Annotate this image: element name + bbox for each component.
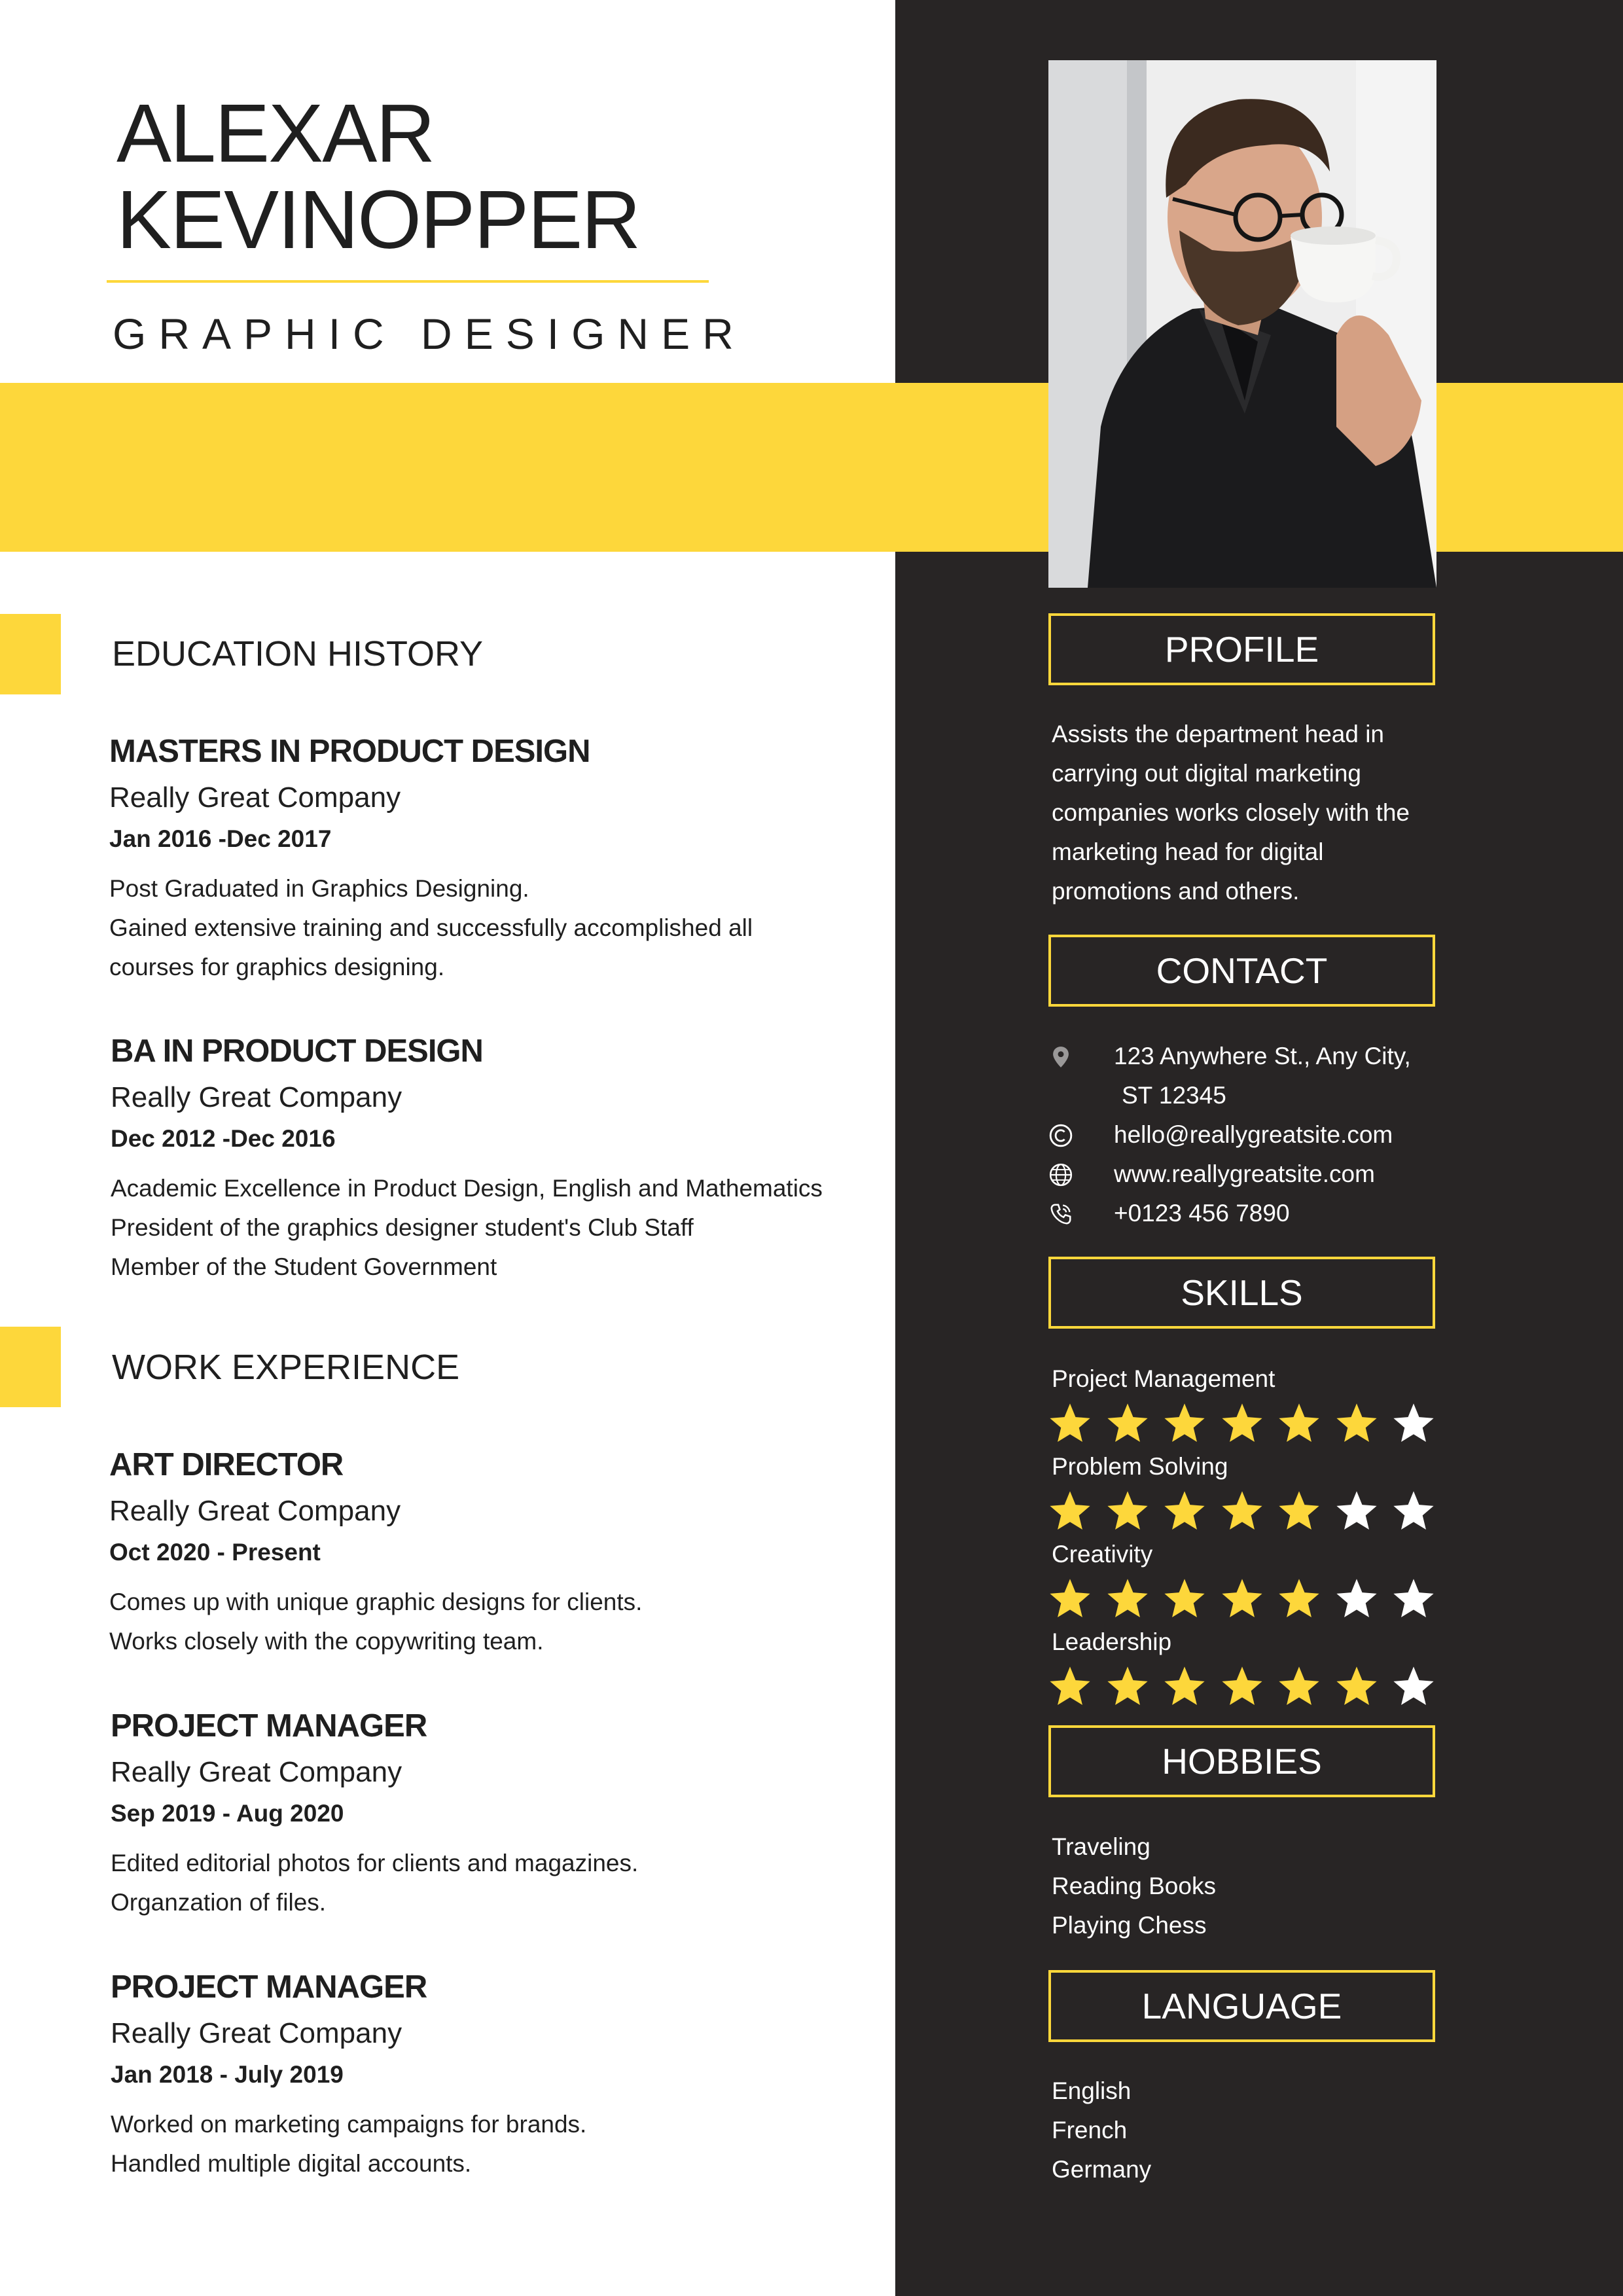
star-empty-icon <box>1391 1488 1436 1534</box>
entry-dates: Sep 2019 - Aug 2020 <box>111 1800 344 1827</box>
entry-dates: Jan 2016 -Dec 2017 <box>109 825 332 852</box>
phone-text[interactable]: +0123 456 7890 <box>1114 1200 1290 1227</box>
entry-description <box>111 2105 889 2183</box>
description-line: Works closely with the copywriting team. <box>109 1628 544 1655</box>
education-entry <box>111 1031 889 1287</box>
email-text[interactable]: hello@reallygreatsite.com <box>1114 1121 1393 1148</box>
star-filled-icon <box>1105 1401 1150 1446</box>
last-name: KEVINOPPER <box>116 173 640 266</box>
star-empty-icon <box>1391 1664 1436 1710</box>
language-item: Germany <box>1052 2156 1152 2183</box>
star-empty-icon <box>1391 1576 1436 1622</box>
work-section-marker <box>0 1327 61 1407</box>
star-empty-icon <box>1391 1401 1436 1446</box>
globe-icon <box>1048 1162 1073 1187</box>
skill-rating <box>1047 1401 1440 1446</box>
skill-name: Creativity <box>1052 1541 1153 1568</box>
work-entry <box>111 1706 889 1922</box>
language-list <box>1052 2072 1444 2189</box>
entry-description <box>109 869 888 987</box>
hobbies-list <box>1052 1827 1444 1945</box>
language-item: English <box>1052 2077 1132 2104</box>
star-filled-icon <box>1047 1576 1093 1622</box>
work-entry <box>111 1967 889 2183</box>
entry-title: MASTERS IN PRODUCT DESIGN <box>109 734 590 769</box>
work-heading: WORK EXPERIENCE <box>112 1348 460 1387</box>
profile-line: carrying out digital marketing <box>1052 760 1361 787</box>
portrait-illustration <box>1048 60 1436 588</box>
full-name <box>116 87 640 266</box>
hobby-item: Reading Books <box>1052 1873 1216 1899</box>
description-line: courses for graphics designing. <box>109 954 445 980</box>
description-line: Organzation of files. <box>111 1889 327 1916</box>
language-heading: LANGUAGE <box>1048 1970 1435 2042</box>
language-item: French <box>1052 2117 1128 2144</box>
contact-heading: CONTACT <box>1048 935 1435 1007</box>
description-line: Post Graduated in Graphics Designing. <box>109 875 529 902</box>
entry-dates: Dec 2012 -Dec 2016 <box>111 1125 336 1152</box>
skill-rating <box>1047 1488 1440 1534</box>
profile-photo <box>1048 60 1436 588</box>
star-filled-icon <box>1047 1401 1093 1446</box>
entry-company: Really Great Company <box>111 2017 402 2049</box>
star-filled-icon <box>1276 1401 1322 1446</box>
skill-name: Project Management <box>1052 1365 1275 1392</box>
first-name: ALEXAR <box>116 87 435 179</box>
description-line: Edited editorial photos for clients and magazines. <box>111 1850 639 1876</box>
phone-icon <box>1048 1202 1073 1227</box>
hobby-item: Playing Chess <box>1052 1912 1207 1939</box>
profile-line: Assists the department head in <box>1052 721 1385 747</box>
description-line: President of the graphics designer student's Club Staff <box>111 1214 694 1241</box>
address-line-2: ST 12345 <box>1122 1082 1226 1109</box>
entry-description <box>111 1169 889 1287</box>
entry-company: Really Great Company <box>109 1495 401 1527</box>
star-empty-icon <box>1334 1576 1380 1622</box>
entry-title: PROJECT MANAGER <box>111 1708 427 1744</box>
work-entry <box>109 1445 888 1661</box>
star-filled-icon <box>1162 1576 1207 1622</box>
description-line: Member of the Student Government <box>111 1253 497 1280</box>
star-filled-icon <box>1276 1664 1322 1710</box>
star-filled-icon <box>1334 1401 1380 1446</box>
star-filled-icon <box>1334 1664 1380 1710</box>
entry-description <box>109 1583 888 1661</box>
skill-rating <box>1047 1664 1440 1710</box>
description-line: Worked on marketing campaigns for brands. <box>111 2111 587 2138</box>
star-filled-icon <box>1219 1488 1265 1534</box>
at-sign-icon <box>1048 1123 1073 1148</box>
star-filled-icon <box>1219 1401 1265 1446</box>
skill-rating <box>1047 1576 1440 1622</box>
education-heading: EDUCATION HISTORY <box>112 634 484 673</box>
entry-title: ART DIRECTOR <box>109 1447 344 1482</box>
profile-line: marketing head for digital <box>1052 838 1324 865</box>
website-text[interactable]: www.reallygreatsite.com <box>1114 1160 1375 1187</box>
hobby-item: Traveling <box>1052 1833 1150 1860</box>
hobbies-heading: HOBBIES <box>1048 1725 1435 1797</box>
entry-dates: Jan 2018 - July 2019 <box>111 2061 344 2088</box>
star-filled-icon <box>1047 1664 1093 1710</box>
address-line-1: 123 Anywhere St., Any City, <box>1114 1043 1411 1069</box>
star-filled-icon <box>1162 1488 1207 1534</box>
description-line: Academic Excellence in Product Design, English and Mathematics <box>111 1175 823 1202</box>
description-line: Comes up with unique graphic designs for clients. <box>109 1588 643 1615</box>
entry-dates: Oct 2020 - Present <box>109 1539 321 1566</box>
star-filled-icon <box>1105 1664 1150 1710</box>
star-filled-icon <box>1105 1488 1150 1534</box>
skill-name: Leadership <box>1052 1628 1172 1655</box>
star-filled-icon <box>1276 1576 1322 1622</box>
star-filled-icon <box>1105 1576 1150 1622</box>
name-divider <box>107 280 709 283</box>
star-filled-icon <box>1219 1576 1265 1622</box>
entry-title: BA IN PRODUCT DESIGN <box>111 1033 483 1069</box>
skill-name: Problem Solving <box>1052 1453 1228 1480</box>
star-filled-icon <box>1162 1664 1207 1710</box>
profile-heading: PROFILE <box>1048 613 1435 685</box>
job-title: GRAPHIC DESIGNER <box>113 310 746 358</box>
location-pin-icon <box>1048 1045 1073 1069</box>
entry-description <box>111 1844 889 1922</box>
star-filled-icon <box>1219 1664 1265 1710</box>
skills-heading: SKILLS <box>1048 1257 1435 1329</box>
entry-company: Really Great Company <box>109 781 401 814</box>
education-entry <box>109 732 888 987</box>
profile-text <box>1052 715 1444 911</box>
entry-company: Really Great Company <box>111 1756 402 1788</box>
star-empty-icon <box>1334 1488 1380 1534</box>
education-section-marker <box>0 614 61 694</box>
star-filled-icon <box>1276 1488 1322 1534</box>
star-filled-icon <box>1047 1488 1093 1534</box>
entry-company: Really Great Company <box>111 1081 402 1113</box>
entry-title: PROJECT MANAGER <box>111 1969 427 2005</box>
profile-line: companies works closely with the <box>1052 799 1410 826</box>
profile-line: promotions and others. <box>1052 878 1300 905</box>
description-line: Handled multiple digital accounts. <box>111 2150 472 2177</box>
star-filled-icon <box>1162 1401 1207 1446</box>
description-line: Gained extensive training and successfully accomplished all <box>109 914 753 941</box>
